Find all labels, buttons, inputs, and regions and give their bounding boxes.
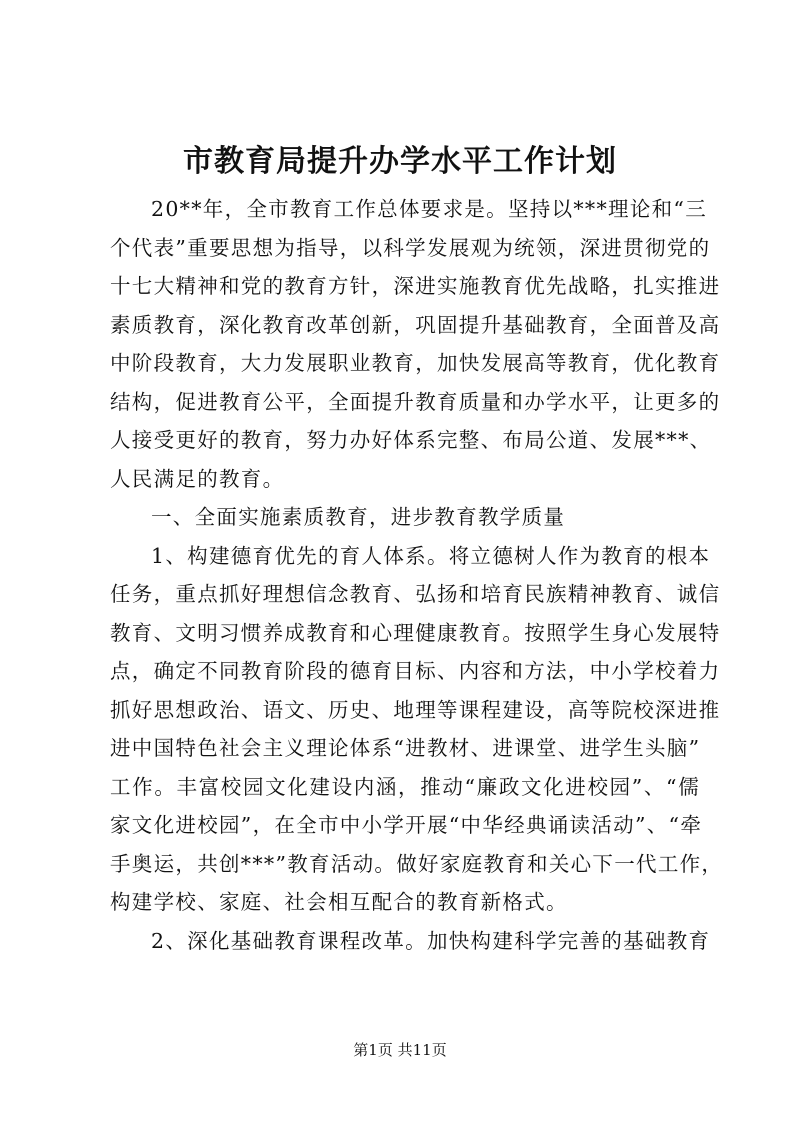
paragraph-moral-education <box>110 537 724 922</box>
text-line: 家文化进校园”，在全市中小学开展“中华经典诵读活动”、“牵 <box>110 813 703 837</box>
text-line: 人民满足的教育。 <box>110 466 285 491</box>
text-line: 教育、文明习惯养成教育和心理健康教育。按照学生身心发展特 <box>110 620 721 645</box>
text-line: 中阶段教育，大力发展职业教育，加快发展高等教育，优化教育 <box>110 351 721 375</box>
paragraph-curriculum-reform <box>110 922 711 961</box>
text-line: 1、构建德育优先的育人体系。将立德树人作为教育的根本 <box>151 543 711 568</box>
section-heading-text: 一、全面实施素质教育，进步教育教学质量 <box>151 505 566 529</box>
text-line: 工作。丰富校园文化建设内涵，推动“廉政文化进校园”、“儒 <box>110 774 700 799</box>
section-heading <box>110 498 700 537</box>
text-line: 个代表”重要思想为指导，以科学发展观为统领，深进贯彻党的 <box>110 235 711 260</box>
paragraph-intro <box>110 190 721 498</box>
text-line: 构建学校、家庭、社会相互配合的教育新格式。 <box>110 890 568 914</box>
text-line: 进中国特色社会主义理论体系“进教材、进课堂、进学生头脑” <box>110 736 701 760</box>
document-body <box>110 190 724 960</box>
document-title: 市教育局提升办学水平工作计划 <box>183 144 617 179</box>
text-line: 20**年，全市教育工作总体要求是。坚持以***理论和“三 <box>151 197 708 221</box>
text-line: 结构，促进教育公平，全面提升教育质量和办学水平，让更多的 <box>110 389 721 414</box>
text-line: 素质教育，深化教育改革创新，巩固提升基础教育，全面普及高 <box>110 312 721 337</box>
text-line: 手奥运，共创***”教育活动。做好家庭教育和关心下一代工作， <box>110 851 724 876</box>
text-line: 任务，重点抓好理想信念教育、弘扬和培育民族精神教育、诚信 <box>110 582 721 606</box>
text-line: 抓好思想政治、语文、历史、地理等课程建设，高等院校深进推 <box>110 697 721 722</box>
text-line: 2、深化基础教育课程改革。加快构建科学完善的基础教育 <box>151 928 711 953</box>
text-line: 十七大精神和党的教育方针，深进实施教育优先战略，扎实推进 <box>110 274 721 298</box>
text-line: 点，确定不同教育阶段的德育目标、内容和方法，中小学校着力 <box>110 659 721 683</box>
text-line: 人接受更好的教育，努力办好体系完整、布局公道、发展***、 <box>110 428 712 452</box>
page-number-footer: 第1页 共11页 <box>353 1041 447 1059</box>
